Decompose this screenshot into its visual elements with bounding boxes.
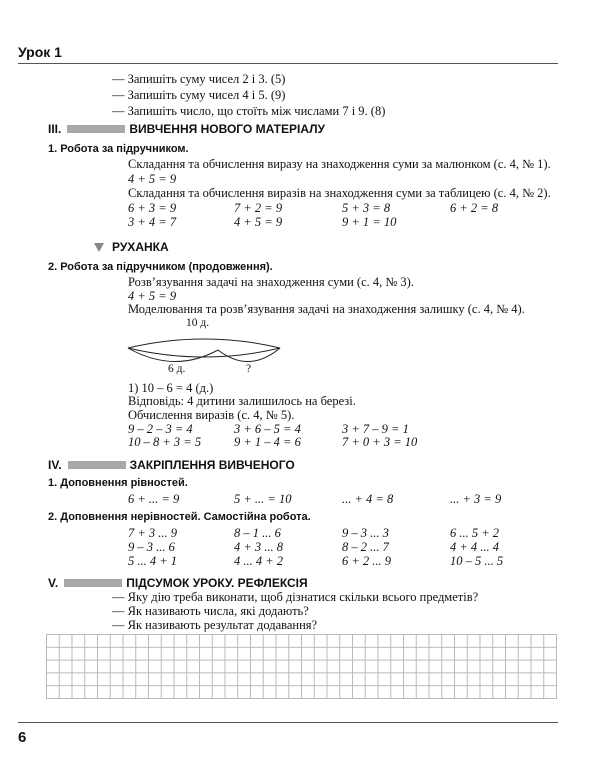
subsection-heading: 1. Доповнення рівностей.	[48, 477, 188, 489]
section-number: V.	[48, 576, 59, 590]
subsection-heading: 2. Робота за підручником (продовження).	[48, 261, 273, 273]
intro-line: — Запишіть суму чисел 4 і 5. (9)	[112, 88, 286, 102]
section-number: III.	[48, 122, 62, 136]
inequality: 6 ... 5 + 2	[450, 526, 500, 540]
equation: 5 + ... = 10	[234, 492, 292, 506]
section-bar	[68, 461, 126, 469]
text-line: Розв’язування задачі на знаходження суми (с. 4, № 3).	[128, 275, 414, 289]
inequality: 6 + 2 ... 9	[342, 554, 392, 568]
inequality: 8 – 2 ... 7	[342, 540, 389, 554]
question-line: — Як називають результат додавання?	[112, 618, 318, 632]
text-line: Моделювання та розв’язування задачі на знаходження залишку (с. 4, № 4).	[128, 302, 525, 316]
solution-line: 1) 10 – 6 = 4 (д.)	[128, 381, 214, 395]
warmup-heading	[94, 240, 169, 254]
subsection-heading: 1. Робота за підручником.	[48, 143, 189, 155]
equation: 10 – 8 + 3 = 5	[128, 435, 202, 449]
page-number: 6	[18, 729, 27, 746]
equation: 6 + 3 = 9	[128, 201, 177, 215]
inequality: 10 – 5 ... 5	[450, 554, 504, 568]
section-heading-iii	[48, 122, 325, 136]
section-heading-v	[48, 576, 308, 590]
equation: 9 + 1 – 4 = 6	[234, 435, 301, 449]
equation: 4 + 5 = 9	[234, 215, 283, 229]
intro-line: — Запишіть суму чисел 2 і 3. (5)	[112, 72, 286, 86]
inequality: 4 + 3 ... 8	[234, 540, 284, 554]
triangle-down-icon	[94, 243, 104, 252]
section-heading-iv	[48, 458, 295, 472]
inequality: 9 – 3 ... 6	[128, 540, 175, 554]
boat-diagram	[124, 322, 284, 374]
lesson-header: Урок 1	[18, 44, 62, 60]
header-rule	[18, 63, 558, 64]
equation: 5 + 3 = 8	[342, 201, 391, 215]
warmup-title: РУХАНКА	[112, 240, 169, 254]
equation: 4 + 5 = 9	[128, 172, 177, 186]
equation: ... + 3 = 9	[450, 492, 502, 506]
section-number: IV.	[48, 458, 62, 472]
equation: 4 + 5 = 9	[128, 289, 177, 303]
diagram-label-left: 6 д.	[168, 363, 186, 375]
text-line: Складання та обчислення виразів на знаходження суми за таблицею (с. 4, № 2).	[128, 186, 551, 200]
inequality: 4 ... 4 + 2	[234, 554, 284, 568]
equation: 6 + ... = 9	[128, 492, 180, 506]
footer-rule	[18, 722, 558, 723]
subsection-heading: 2. Доповнення нерівностей. Самостійна робота.	[48, 511, 311, 523]
inequality: 8 – 1 ... 6	[234, 526, 281, 540]
inequality: 5 ... 4 + 1	[128, 554, 178, 568]
section-title: ЗАКРІПЛЕННЯ ВИВЧЕНОГО	[129, 458, 295, 472]
notebook-grid	[46, 634, 557, 699]
section-title: ПІДСУМОК УРОКУ. РЕФЛЕКСІЯ	[126, 576, 308, 590]
inequality: 4 + 4 ... 4	[450, 540, 500, 554]
inequality: 9 – 3 ... 3	[342, 526, 389, 540]
section-title: ВИВЧЕННЯ НОВОГО МАТЕРІАЛУ	[129, 122, 326, 136]
equation: 7 + 2 = 9	[234, 201, 283, 215]
inequality: 7 + 3 ... 9	[128, 526, 178, 540]
question-line: — Яку дію треба виконати, щоб дізнатися скільки всього предметів?	[112, 590, 479, 604]
diagram-label-right: ?	[246, 363, 252, 375]
section-bar	[67, 125, 125, 133]
equation: 3 + 7 – 9 = 1	[342, 422, 409, 436]
answer-line: Відповідь: 4 дитини залишилось на березі.	[128, 394, 356, 408]
section-bar	[64, 579, 122, 587]
question-line: — Як називають числа, які додають?	[112, 604, 309, 618]
text-line: Обчислення виразів (с. 4, № 5).	[128, 408, 295, 422]
equation: ... + 4 = 8	[342, 492, 394, 506]
diagram-label-top: 10 д.	[186, 317, 210, 329]
equation: 6 + 2 = 8	[450, 201, 499, 215]
equation: 3 + 4 = 7	[128, 215, 177, 229]
intro-line: — Запишіть число, що стоїть між числами 7 і 9. (8)	[112, 104, 386, 118]
equation: 9 + 1 = 10	[342, 215, 397, 229]
equation: 3 + 6 – 5 = 4	[234, 422, 301, 436]
text-line: Складання та обчислення виразу на знаходження суми за малюнком (с. 4, № 1).	[128, 157, 551, 171]
equation: 7 + 0 + 3 = 10	[342, 435, 418, 449]
equation: 9 – 2 – 3 = 4	[128, 422, 193, 436]
